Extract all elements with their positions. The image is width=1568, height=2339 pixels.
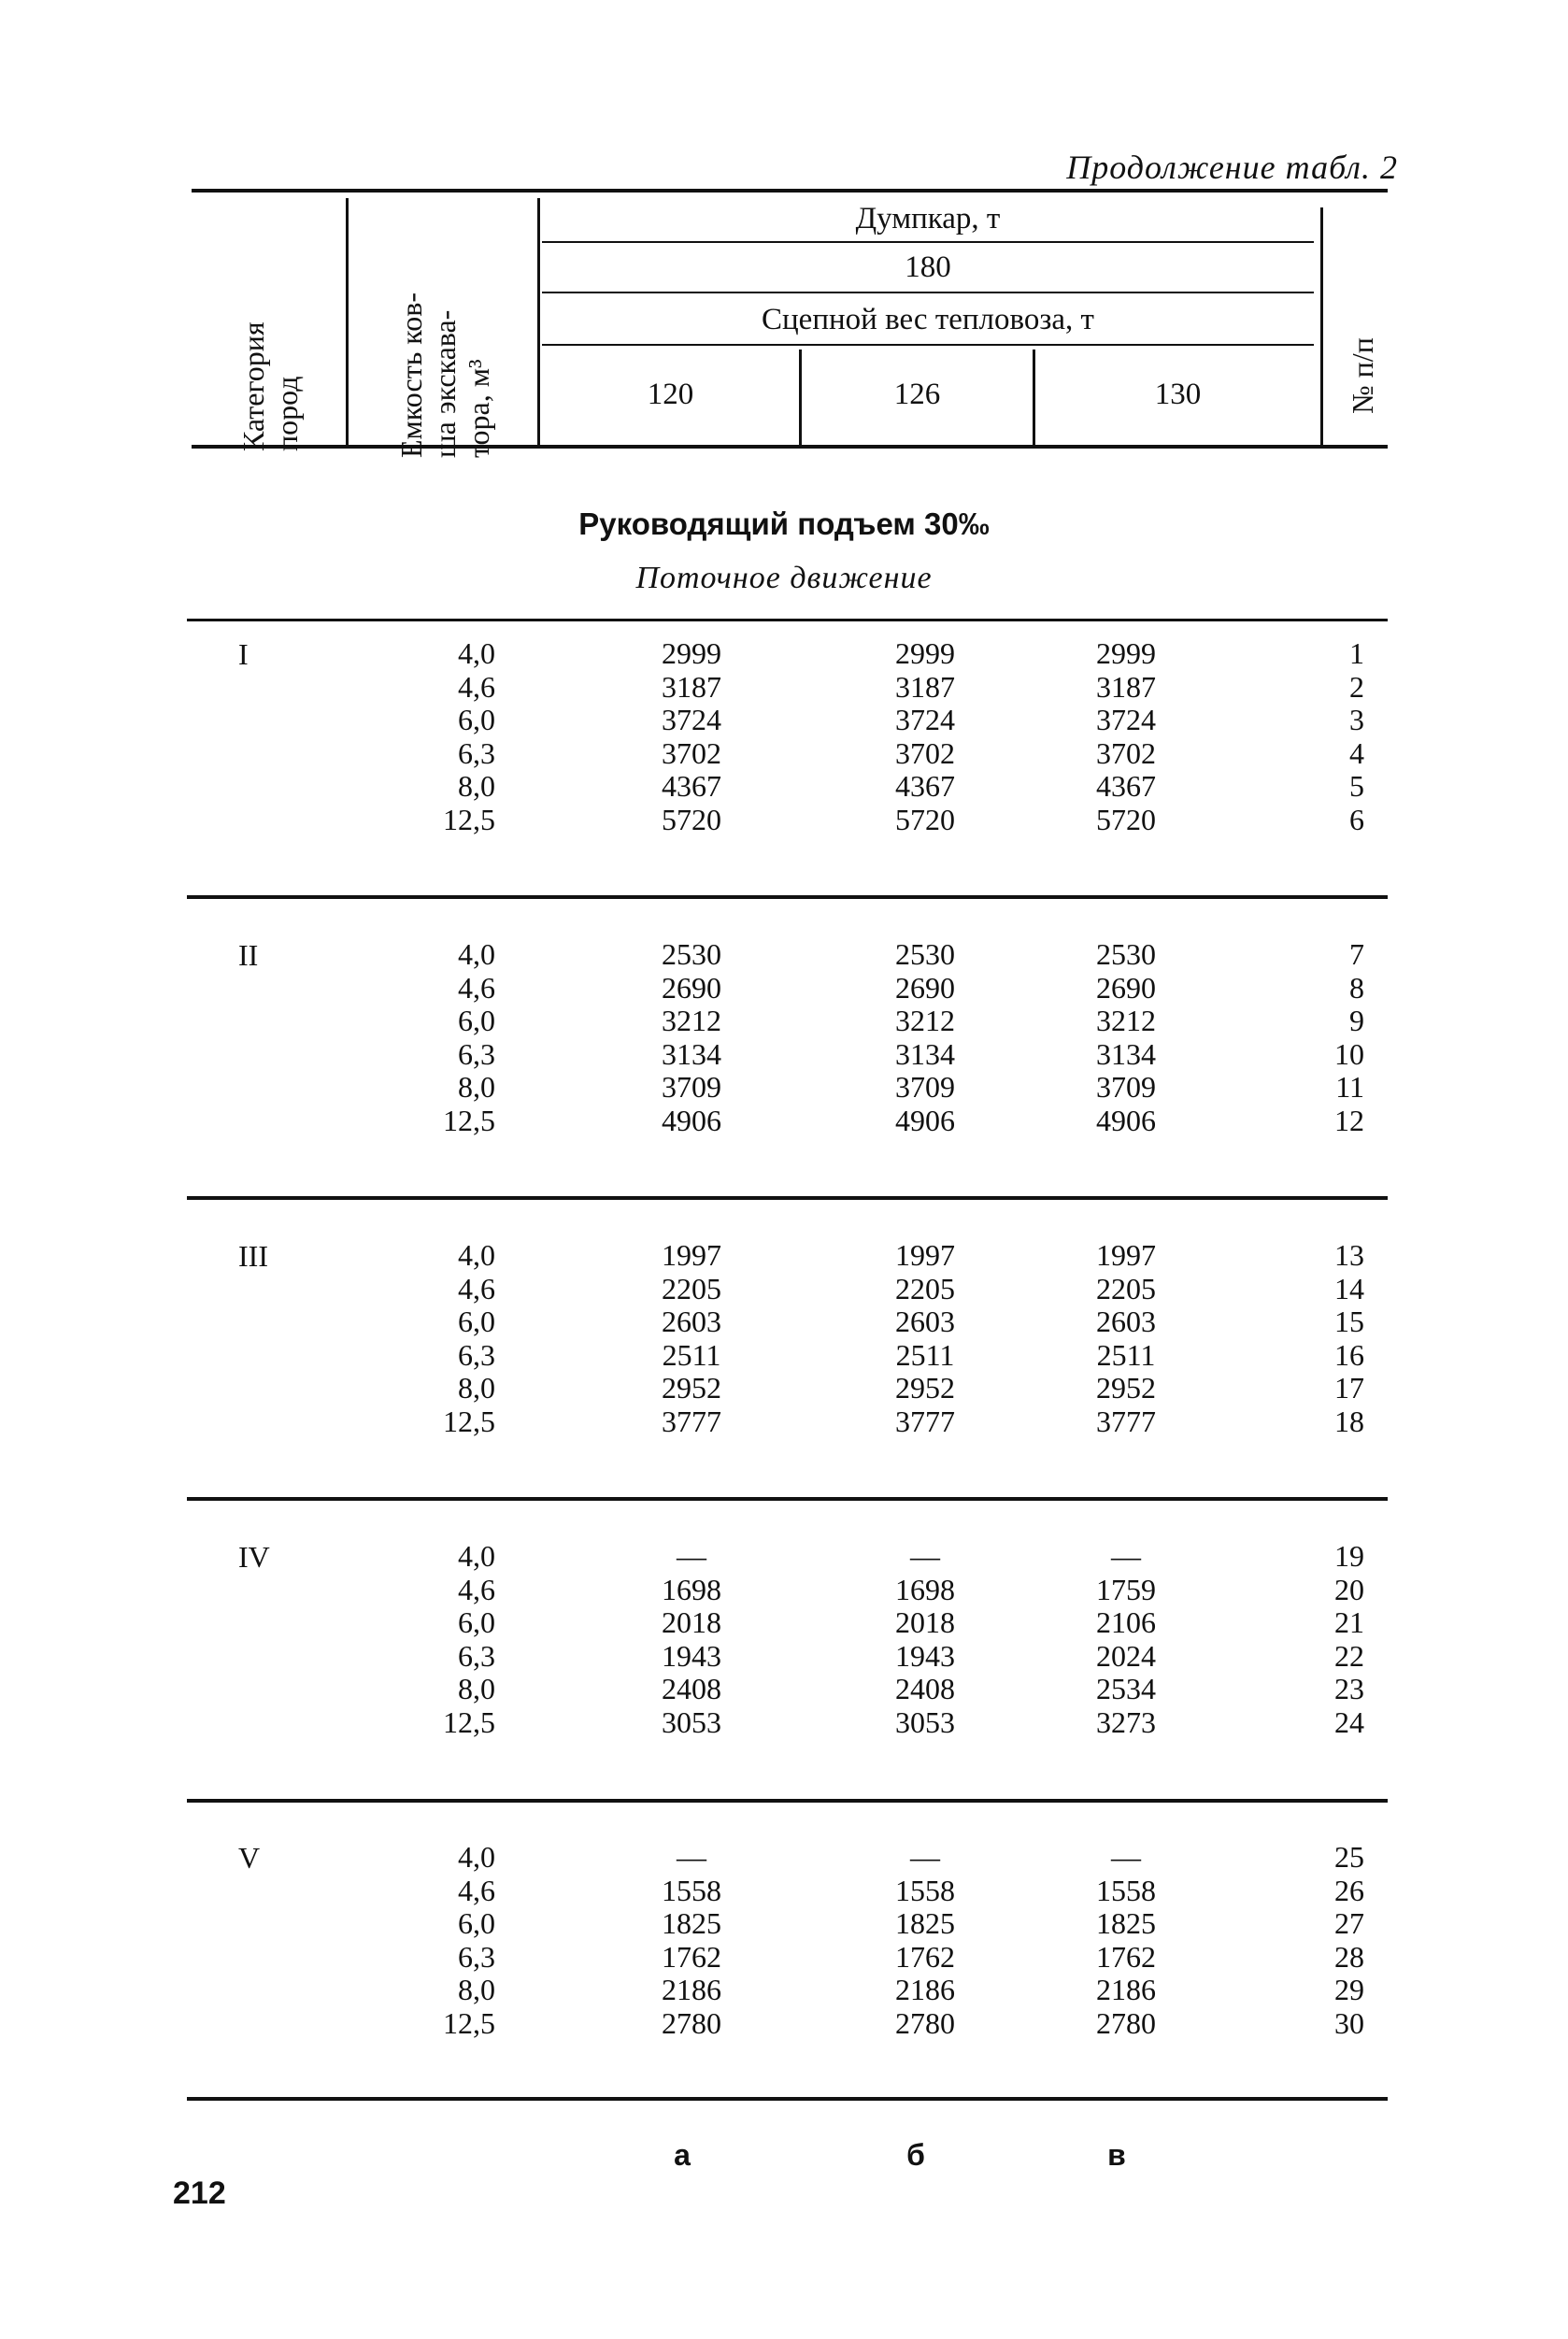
value-cell: 3053 (895, 1704, 955, 1739)
value-cell: 3187 (662, 669, 721, 704)
category-label: I (238, 637, 249, 671)
capacity-cell: 6,0 (458, 1605, 495, 1639)
value-cell: 4367 (895, 769, 955, 803)
value-cell: 2024 (1096, 1638, 1156, 1673)
number-column (1299, 938, 1364, 1137)
group-rule-2 (187, 1196, 1388, 1200)
row-number: 24 (1334, 1704, 1364, 1739)
value-cell: 3724 (1096, 703, 1156, 736)
value-cell: 3187 (895, 669, 955, 704)
capacity-cell: 6,3 (458, 735, 495, 770)
number-column (1299, 1841, 1364, 2040)
value-cell: — (1111, 1539, 1141, 1573)
value-cell: 2530 (895, 937, 955, 971)
value-cell: 3134 (895, 1036, 955, 1071)
category-label: V (238, 1841, 261, 1875)
column-b (869, 938, 981, 1137)
value-cell: 2780 (895, 2005, 955, 2040)
capacity-cell: 4,0 (458, 636, 495, 670)
value-cell: 4906 (1096, 1103, 1156, 1137)
capacity-column (392, 1841, 495, 2040)
header-locomotive: Сцепной вес тепловоза, т (762, 303, 1094, 336)
value-cell: 3212 (1096, 1004, 1156, 1037)
value-cell: 2534 (1096, 1672, 1156, 1705)
value-cell: 2511 (1096, 1337, 1156, 1372)
row-number: 2 (1349, 669, 1364, 704)
value-cell: 4906 (662, 1103, 721, 1137)
column-v (1070, 1841, 1182, 2040)
header-weight-130: 130 (1154, 378, 1202, 411)
value-cell: 2690 (895, 970, 955, 1005)
value-cell: 3134 (1096, 1036, 1156, 1071)
category-label: II (238, 938, 259, 972)
value-cell: 1825 (662, 1906, 721, 1940)
row-number: 15 (1334, 1305, 1364, 1338)
value-cell: 2205 (1096, 1271, 1156, 1305)
value-cell: 3702 (895, 735, 955, 770)
capacity-cell: 4,0 (458, 937, 495, 971)
value-cell: 2530 (662, 937, 721, 971)
value-cell: 2018 (895, 1605, 955, 1639)
value-cell: 2952 (1096, 1371, 1156, 1405)
value-cell: 3702 (662, 735, 721, 770)
row-number: 20 (1334, 1572, 1364, 1606)
value-cell: 3702 (1096, 735, 1156, 770)
capacity-cell: 4,0 (458, 1539, 495, 1573)
number-column (1299, 637, 1364, 836)
value-cell: 1558 (662, 1873, 721, 1907)
column-a (635, 1239, 748, 1438)
value-cell: 3709 (895, 1070, 955, 1104)
value-cell: 2603 (1096, 1305, 1156, 1338)
value-cell: 2530 (1096, 937, 1156, 971)
capacity-cell: 6,0 (458, 703, 495, 736)
value-cell: 2999 (662, 636, 721, 670)
row-number: 30 (1334, 2005, 1364, 2040)
header-hline-2 (542, 292, 1314, 293)
value-cell: 4367 (662, 769, 721, 803)
capacity-cell: 12,5 (443, 1103, 495, 1137)
value-cell: 5720 (1096, 802, 1156, 836)
value-cell: 2408 (662, 1672, 721, 1705)
value-cell: 1698 (895, 1572, 955, 1606)
value-cell: 1943 (895, 1638, 955, 1673)
row-number: 28 (1334, 1939, 1364, 1974)
value-cell: 2603 (662, 1305, 721, 1338)
capacity-cell: 8,0 (458, 1070, 495, 1104)
row-number: 25 (1334, 1840, 1364, 1874)
row-number: 5 (1349, 769, 1364, 803)
category-label: IV (238, 1540, 270, 1574)
row-number: 1 (1349, 636, 1364, 670)
value-cell: 2186 (895, 1973, 955, 2006)
footer-letter-b: б (906, 2138, 925, 2172)
row-number: 3 (1349, 703, 1364, 736)
row-number: 26 (1334, 1873, 1364, 1907)
capacity-cell: 8,0 (458, 769, 495, 803)
header-bottom-rule (192, 445, 1388, 449)
section-title: Руководящий подъем 30‰ (578, 506, 990, 541)
header-hline-3 (542, 344, 1314, 346)
row-number: 19 (1334, 1539, 1364, 1573)
value-cell: 4367 (1096, 769, 1156, 803)
row-number: 21 (1334, 1605, 1364, 1639)
value-cell: 2408 (895, 1672, 955, 1705)
column-a (635, 1540, 748, 1739)
capacity-cell: 12,5 (443, 802, 495, 836)
value-cell: 1698 (662, 1572, 721, 1606)
row-number: 10 (1334, 1036, 1364, 1071)
value-cell: 3724 (895, 703, 955, 736)
value-cell: 2205 (895, 1271, 955, 1305)
capacity-cell: 6,3 (458, 1337, 495, 1372)
value-cell: — (677, 1539, 706, 1573)
header-hline-1 (542, 241, 1314, 243)
value-cell: 2018 (662, 1605, 721, 1639)
value-cell: 1997 (662, 1238, 721, 1272)
value-cell: 1558 (1096, 1873, 1156, 1907)
capacity-cell: 6,0 (458, 1004, 495, 1037)
value-cell: 1762 (1096, 1939, 1156, 1974)
capacity-cell: 6,3 (458, 1939, 495, 1974)
header-divider-2 (537, 198, 540, 447)
row-number: 9 (1349, 1004, 1364, 1037)
value-cell: — (910, 1840, 940, 1874)
header-weight-126: 126 (893, 378, 941, 411)
capacity-cell: 12,5 (443, 2005, 495, 2040)
column-a (635, 637, 748, 836)
capacity-cell: 4,6 (458, 1271, 495, 1305)
value-cell: 3212 (662, 1004, 721, 1037)
capacity-cell: 6,3 (458, 1036, 495, 1071)
value-cell: 1997 (1096, 1238, 1156, 1272)
column-v (1070, 1540, 1182, 1739)
page-number: 212 (173, 2175, 226, 2211)
column-v (1070, 938, 1182, 1137)
value-cell: — (1111, 1840, 1141, 1874)
footer-letter-v: в (1107, 2138, 1126, 2172)
value-cell: 2511 (895, 1337, 955, 1372)
value-cell: 3134 (662, 1036, 721, 1071)
capacity-cell: 4,6 (458, 970, 495, 1005)
header-top-rule (192, 189, 1388, 193)
capacity-cell: 8,0 (458, 1371, 495, 1405)
value-cell: 1825 (1096, 1906, 1156, 1940)
column-b (869, 637, 981, 836)
value-cell: 1825 (895, 1906, 955, 1940)
group-rule-top (187, 619, 1388, 621)
capacity-cell: 12,5 (443, 1704, 495, 1739)
capacity-column (392, 637, 495, 836)
value-cell: 2780 (1096, 2005, 1156, 2040)
capacity-cell: 4,6 (458, 1572, 495, 1606)
capacity-cell: 4,6 (458, 669, 495, 704)
table-caption: Продолжение табл. 2 (1066, 149, 1398, 186)
value-cell: 2603 (895, 1305, 955, 1338)
value-cell: 5720 (895, 802, 955, 836)
value-cell: 2690 (1096, 970, 1156, 1005)
value-cell: 3777 (895, 1404, 955, 1438)
value-cell: 3724 (662, 703, 721, 736)
row-number: 11 (1335, 1070, 1364, 1104)
row-number: 29 (1334, 1973, 1364, 2006)
value-cell: 1759 (1096, 1572, 1156, 1606)
row-number: 18 (1334, 1404, 1364, 1438)
value-cell: 2999 (895, 636, 955, 670)
column-b (869, 1239, 981, 1438)
value-cell: 2780 (662, 2005, 721, 2040)
capacity-cell: 6,3 (458, 1638, 495, 1673)
row-number: 13 (1334, 1238, 1364, 1272)
value-cell: 1762 (895, 1939, 955, 1974)
number-column (1299, 1540, 1364, 1739)
column-a (635, 938, 748, 1137)
capacity-cell: 6,0 (458, 1305, 495, 1338)
row-number: 22 (1334, 1638, 1364, 1673)
row-number: 8 (1349, 970, 1364, 1005)
value-cell: 3709 (1096, 1070, 1156, 1104)
header-category: Категория пород (236, 321, 304, 451)
group-rule-5 (187, 2097, 1388, 2101)
value-cell: 1997 (895, 1238, 955, 1272)
number-column (1299, 1239, 1364, 1438)
capacity-cell: 8,0 (458, 1973, 495, 2006)
value-cell: 2511 (662, 1337, 721, 1372)
column-b (869, 1841, 981, 2040)
value-cell: 2205 (662, 1271, 721, 1305)
header-dumpcar-value: 180 (905, 250, 951, 284)
capacity-cell: 6,0 (458, 1906, 495, 1940)
capacity-column (392, 1540, 495, 1739)
header-divider-1 (346, 198, 349, 447)
value-cell: 3187 (1096, 669, 1156, 704)
capacity-cell: 12,5 (443, 1404, 495, 1438)
header-dumpcar: Думпкар, т (855, 202, 1001, 235)
group-rule-1 (187, 895, 1388, 899)
value-cell: 2106 (1096, 1605, 1156, 1639)
capacity-cell: 4,0 (458, 1238, 495, 1272)
row-number: 16 (1334, 1337, 1364, 1372)
row-number: 23 (1334, 1672, 1364, 1705)
category-label: III (238, 1239, 268, 1273)
row-number: 6 (1349, 802, 1364, 836)
value-cell: 2186 (1096, 1973, 1156, 2006)
value-cell: 1762 (662, 1939, 721, 1974)
header-weight-120: 120 (647, 378, 694, 411)
value-cell: 3777 (1096, 1404, 1156, 1438)
value-cell: 4906 (895, 1103, 955, 1137)
header-divider-3 (1320, 207, 1323, 447)
group-rule-3 (187, 1497, 1388, 1501)
value-cell: 1558 (895, 1873, 955, 1907)
row-number: 14 (1334, 1271, 1364, 1305)
column-a (635, 1841, 748, 2040)
value-cell: — (677, 1840, 706, 1874)
value-cell: 3777 (662, 1404, 721, 1438)
group-rule-4 (187, 1799, 1388, 1803)
column-v (1070, 637, 1182, 836)
header-number: № п/п (1346, 337, 1379, 414)
capacity-cell: 4,6 (458, 1873, 495, 1907)
value-cell: 3273 (1096, 1704, 1156, 1739)
row-number: 4 (1349, 735, 1364, 770)
value-cell: 3053 (662, 1704, 721, 1739)
capacity-cell: 4,0 (458, 1840, 495, 1874)
row-number: 12 (1334, 1103, 1364, 1137)
footer-letter-a: а (674, 2138, 691, 2172)
row-number: 7 (1349, 937, 1364, 971)
row-number: 17 (1334, 1371, 1364, 1405)
value-cell: 2186 (662, 1973, 721, 2006)
capacity-column (392, 938, 495, 1137)
column-v (1070, 1239, 1182, 1438)
value-cell: 3212 (895, 1004, 955, 1037)
section-subtitle: Поточное движение (635, 561, 933, 595)
value-cell: 1943 (662, 1638, 721, 1673)
header-capacity: Емкость ков- ша экскава- тора, м³ (394, 292, 495, 458)
value-cell: 3709 (662, 1070, 721, 1104)
capacity-cell: 8,0 (458, 1672, 495, 1705)
value-cell: — (910, 1539, 940, 1573)
row-number: 27 (1334, 1906, 1364, 1940)
column-b (869, 1540, 981, 1739)
value-cell: 5720 (662, 802, 721, 836)
value-cell: 2999 (1096, 636, 1156, 670)
value-cell: 2952 (895, 1371, 955, 1405)
capacity-column (392, 1239, 495, 1438)
value-cell: 2690 (662, 970, 721, 1005)
value-cell: 2952 (662, 1371, 721, 1405)
